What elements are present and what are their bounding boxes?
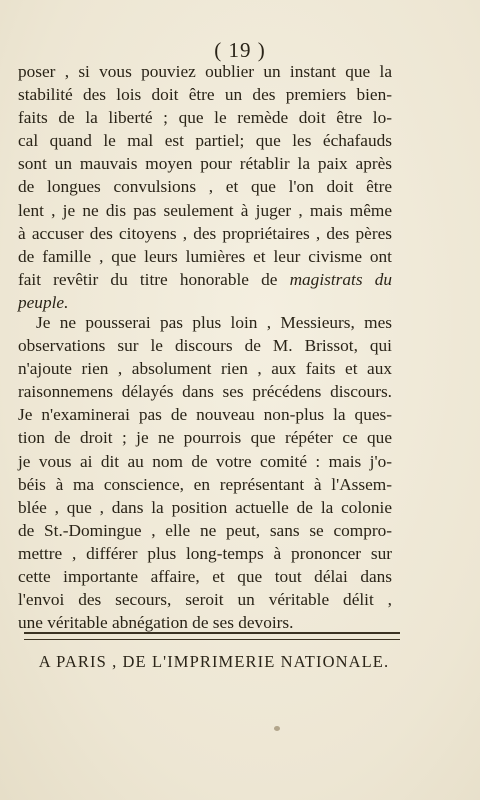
text-line: de longues convulsions , et que l'on doit être — [18, 177, 392, 197]
text-line: observations sur le discours de M. Brissot, qui — [18, 336, 392, 356]
text-line: poser , si vous pouviez oublier un instant que la — [18, 62, 392, 81]
text-line: à accuser des citoyens , des propriétaires , des pères — [18, 223, 392, 243]
text-line: béis à ma conscience, en représentant à l'Assem- — [18, 474, 392, 494]
text-line-start: fait revêtir du titre honorable de — [18, 269, 278, 289]
text-line: Je ne pousserai pas plus loin , Messieurs, mes — [36, 313, 392, 332]
text-line: Je n'examinerai pas de nouveau non-plus la ques- — [18, 405, 392, 425]
text-line: blée , que , dans la position actuelle de la colonie — [18, 497, 392, 517]
text-line: stabilité des lois doit être un des premiers bien- — [18, 85, 392, 105]
text-line: n'ajoute rien , absolument rien , aux faits et aux — [18, 359, 392, 379]
text-line: de St.-Domingue , elle ne peut, sans se compro- — [18, 520, 392, 540]
text-line: l'envoi des secours, seroit un véritable délit , — [18, 590, 392, 610]
text-line: sont un mauvais moyen pour rétablir la paix après — [18, 154, 392, 174]
text-line — [18, 268, 392, 291]
paragraph-2 — [18, 311, 392, 634]
imprint-line: A PARIS , DE L'IMPRIMERIE NATIONALE. — [38, 652, 390, 671]
text-line: raisonnemens délayés dans ses précédens discours. — [18, 382, 392, 402]
text-line: lent , je ne dis pas seulement à juger , mais même — [18, 200, 392, 220]
text-line: une véritable abnégation de ses devoirs. — [18, 613, 294, 633]
italic-phrase-end: peuple. — [18, 292, 69, 312]
page-number: ( 19 ) — [214, 38, 266, 62]
text-line: mettre , différer plus long-temps à prononcer sur — [18, 543, 392, 563]
italic-phrase: magistrats du — [289, 269, 392, 289]
text-line: cal quand le mal est partiel; que les échafauds — [18, 131, 392, 151]
text-line: faits de la liberté ; que le remède doit être lo- — [18, 108, 392, 128]
paper-blemish — [274, 726, 280, 731]
paragraph-1 — [18, 60, 392, 314]
text-line: cette importante affaire, et que tout délai dans — [18, 567, 392, 587]
text-line: je vous ai dit au nom de votre comité : mais j'o- — [18, 451, 392, 471]
divider-rule — [24, 632, 400, 640]
text-line: de famille , que leurs lumières et leur civisme ont — [18, 246, 392, 266]
text-line: tion de droit ; je ne pourrois que répéter ce que — [18, 428, 392, 448]
